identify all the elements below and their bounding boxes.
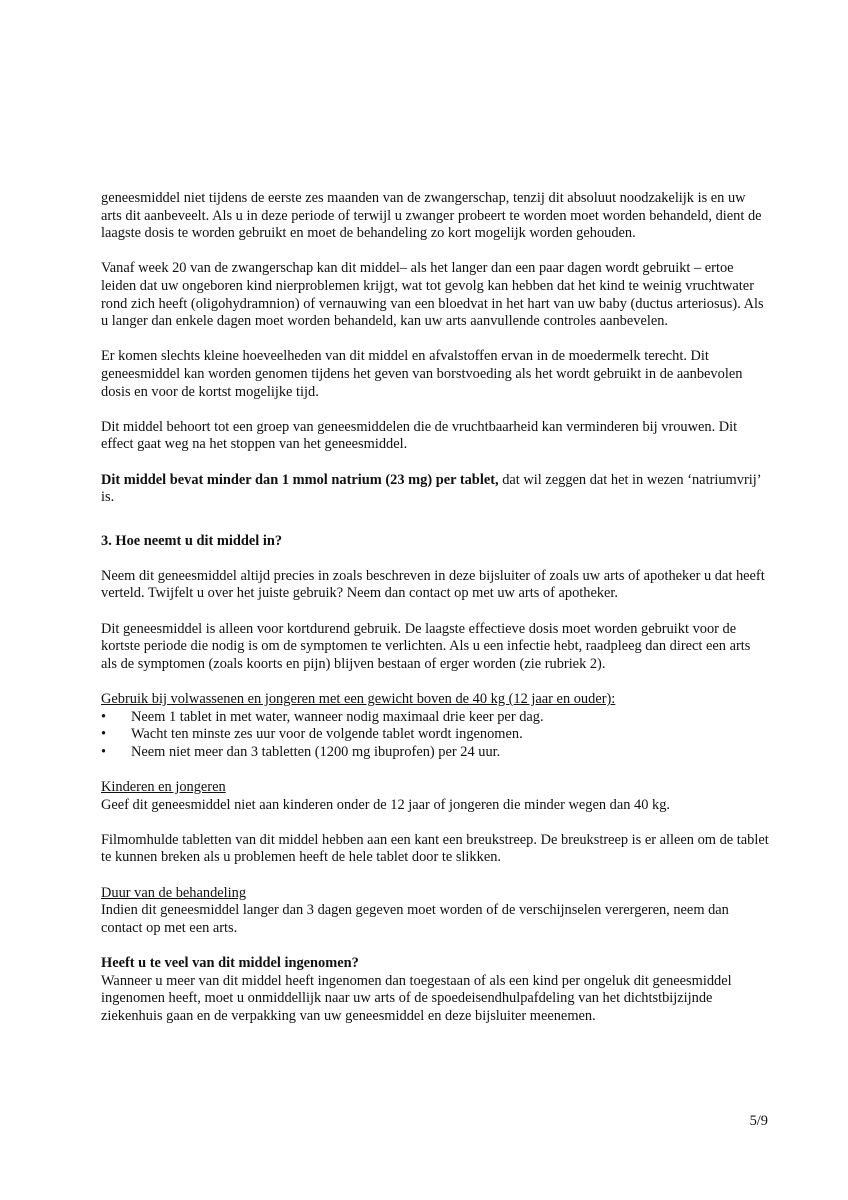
fertility-paragraph: Dit middel behoort tot een groep van geneesmiddelen die de vruchtbaarheid kan verminderen bij vrouwen. Dit effect gaat weg na het stoppen van het geneesmiddel. [101, 418, 738, 453]
usage-intro-paragraph: Neem dit geneesmiddel altijd precies in zoals beschreven in deze bijsluiter of zoals uw arts of apotheker u dat heeft verteld. Twijfelt u over het juiste gebruik? Neem dan contact op met uw arts of apotheker. [101, 567, 765, 602]
document-page [101, 190, 769, 1025]
pregnancy-paragraph: geneesmiddel niet tijdens de eerste zes maanden van de zwangerschap, tenzij dit absoluut noodzakelijk is en uw arts dit aanbeveelt. Als u in deze periode of terwijl u zwanger probeert te worden moet worden behandeld, dient de laagste dosis te worden gebruikt en moet de behandeling zo kort mogelijk worden gehouden. [101, 190, 762, 242]
bullet-icon: • [101, 726, 107, 743]
sodium-bold-text: Dit middel bevat minder dan 1 mmol natrium (23 mg) per tablet, [101, 471, 499, 488]
bullet-icon: • [101, 743, 107, 760]
overdose-paragraph: Wanneer u meer van dit middel heeft ingenomen dan toegestaan of als een kind per ongeluk dit geneesmiddel ingenomen heeft, moet u onmiddellijk naar uw arts of de spoedeisendhulpafdeling van het dichtstbijzijnde ziekenhuis gaan en de verpakking van uw geneesmiddel en deze bijsluiter meenemen. [101, 972, 732, 1024]
duration-paragraph: Indien dit geneesmiddel langer dan 3 dagen gegeven moet worden of de verschijnselen verergeren, neem dan contact op met een arts. [101, 902, 729, 936]
children-heading: Kinderen en jongeren [101, 779, 226, 795]
adults-heading: Gebruik bij volwassenen en jongeren met een gewicht boven de 40 kg (12 jaar en ouder): [101, 691, 616, 708]
sodium-paragraph [101, 472, 769, 507]
sodium-rest-text: dat wil zeggen dat het in wezen ‘natriumvrij’ is. [101, 471, 761, 506]
section-3-heading: 3. Hoe neemt u dit middel in? [101, 532, 283, 549]
list-item: • Neem 1 tablet in met water, wanneer nodig maximaal drie keer per dag. [101, 708, 544, 725]
short-term-paragraph: Dit geneesmiddel is alleen voor kortdurend gebruik. De laagste effectieve dosis moet worden gebruikt voor de kortste periode die nodig is om de symptomen te verlichten. Als u een infectie hebt, raadpleeg dan direct een arts als de symptomen (zoals koorts en pijn) blijven bestaan of erger worden (zie rubriek 2). [101, 620, 751, 672]
children-paragraph: Geef dit geneesmiddel niet aan kinderen onder de 12 jaar of jongeren die minder wegen dan 40 kg. [101, 796, 671, 813]
adults-dosage-list [101, 709, 769, 762]
page-number: 5/9 [749, 1113, 768, 1129]
list-item: • Wacht ten minste zes uur voor de volgende tablet wordt ingenomen. [101, 726, 523, 743]
week20-paragraph: Vanaf week 20 van de zwangerschap kan dit middel– als het langer dan een paar dagen wordt gebruikt – ertoe leiden dat uw ongeboren kind nierproblemen krijgt, wat tot gevolg kan hebben dat het kind te weinig vruchtwater rond zich heeft (oligohydramnion) of vernauwing van een bloedvat in het hart van uw baby (ductus arteriosus). Als u langer dan enkele dagen moet worden behandeld, kan uw arts aanvullende controles aanbevelen. [101, 260, 764, 330]
list-item: • Neem niet meer dan 3 tabletten (1200 mg ibuprofen) per 24 uur. [101, 743, 501, 760]
duration-heading: Duur van de behandeling [101, 884, 247, 901]
overdose-heading: Heeft u te veel van dit middel ingenomen? [101, 954, 359, 971]
breastfeeding-paragraph: Er komen slechts kleine hoeveelheden van dit middel en afvalstoffen ervan in de moedermelk terecht. Dit geneesmiddel kan worden genomen tijdens het geven van borstvoeding als het wordt gebruikt in de aanbevolen dosis en voor de kortst mogelijke tijd. [101, 348, 743, 400]
tablet-score-paragraph: Filmomhulde tabletten van dit middel hebben aan een kant een breukstreep. De breukstreep is er alleen om de tablet te kunnen breken als u problemen heeft de hele tablet door te slikken. [101, 831, 769, 866]
bullet-icon: • [101, 708, 107, 725]
